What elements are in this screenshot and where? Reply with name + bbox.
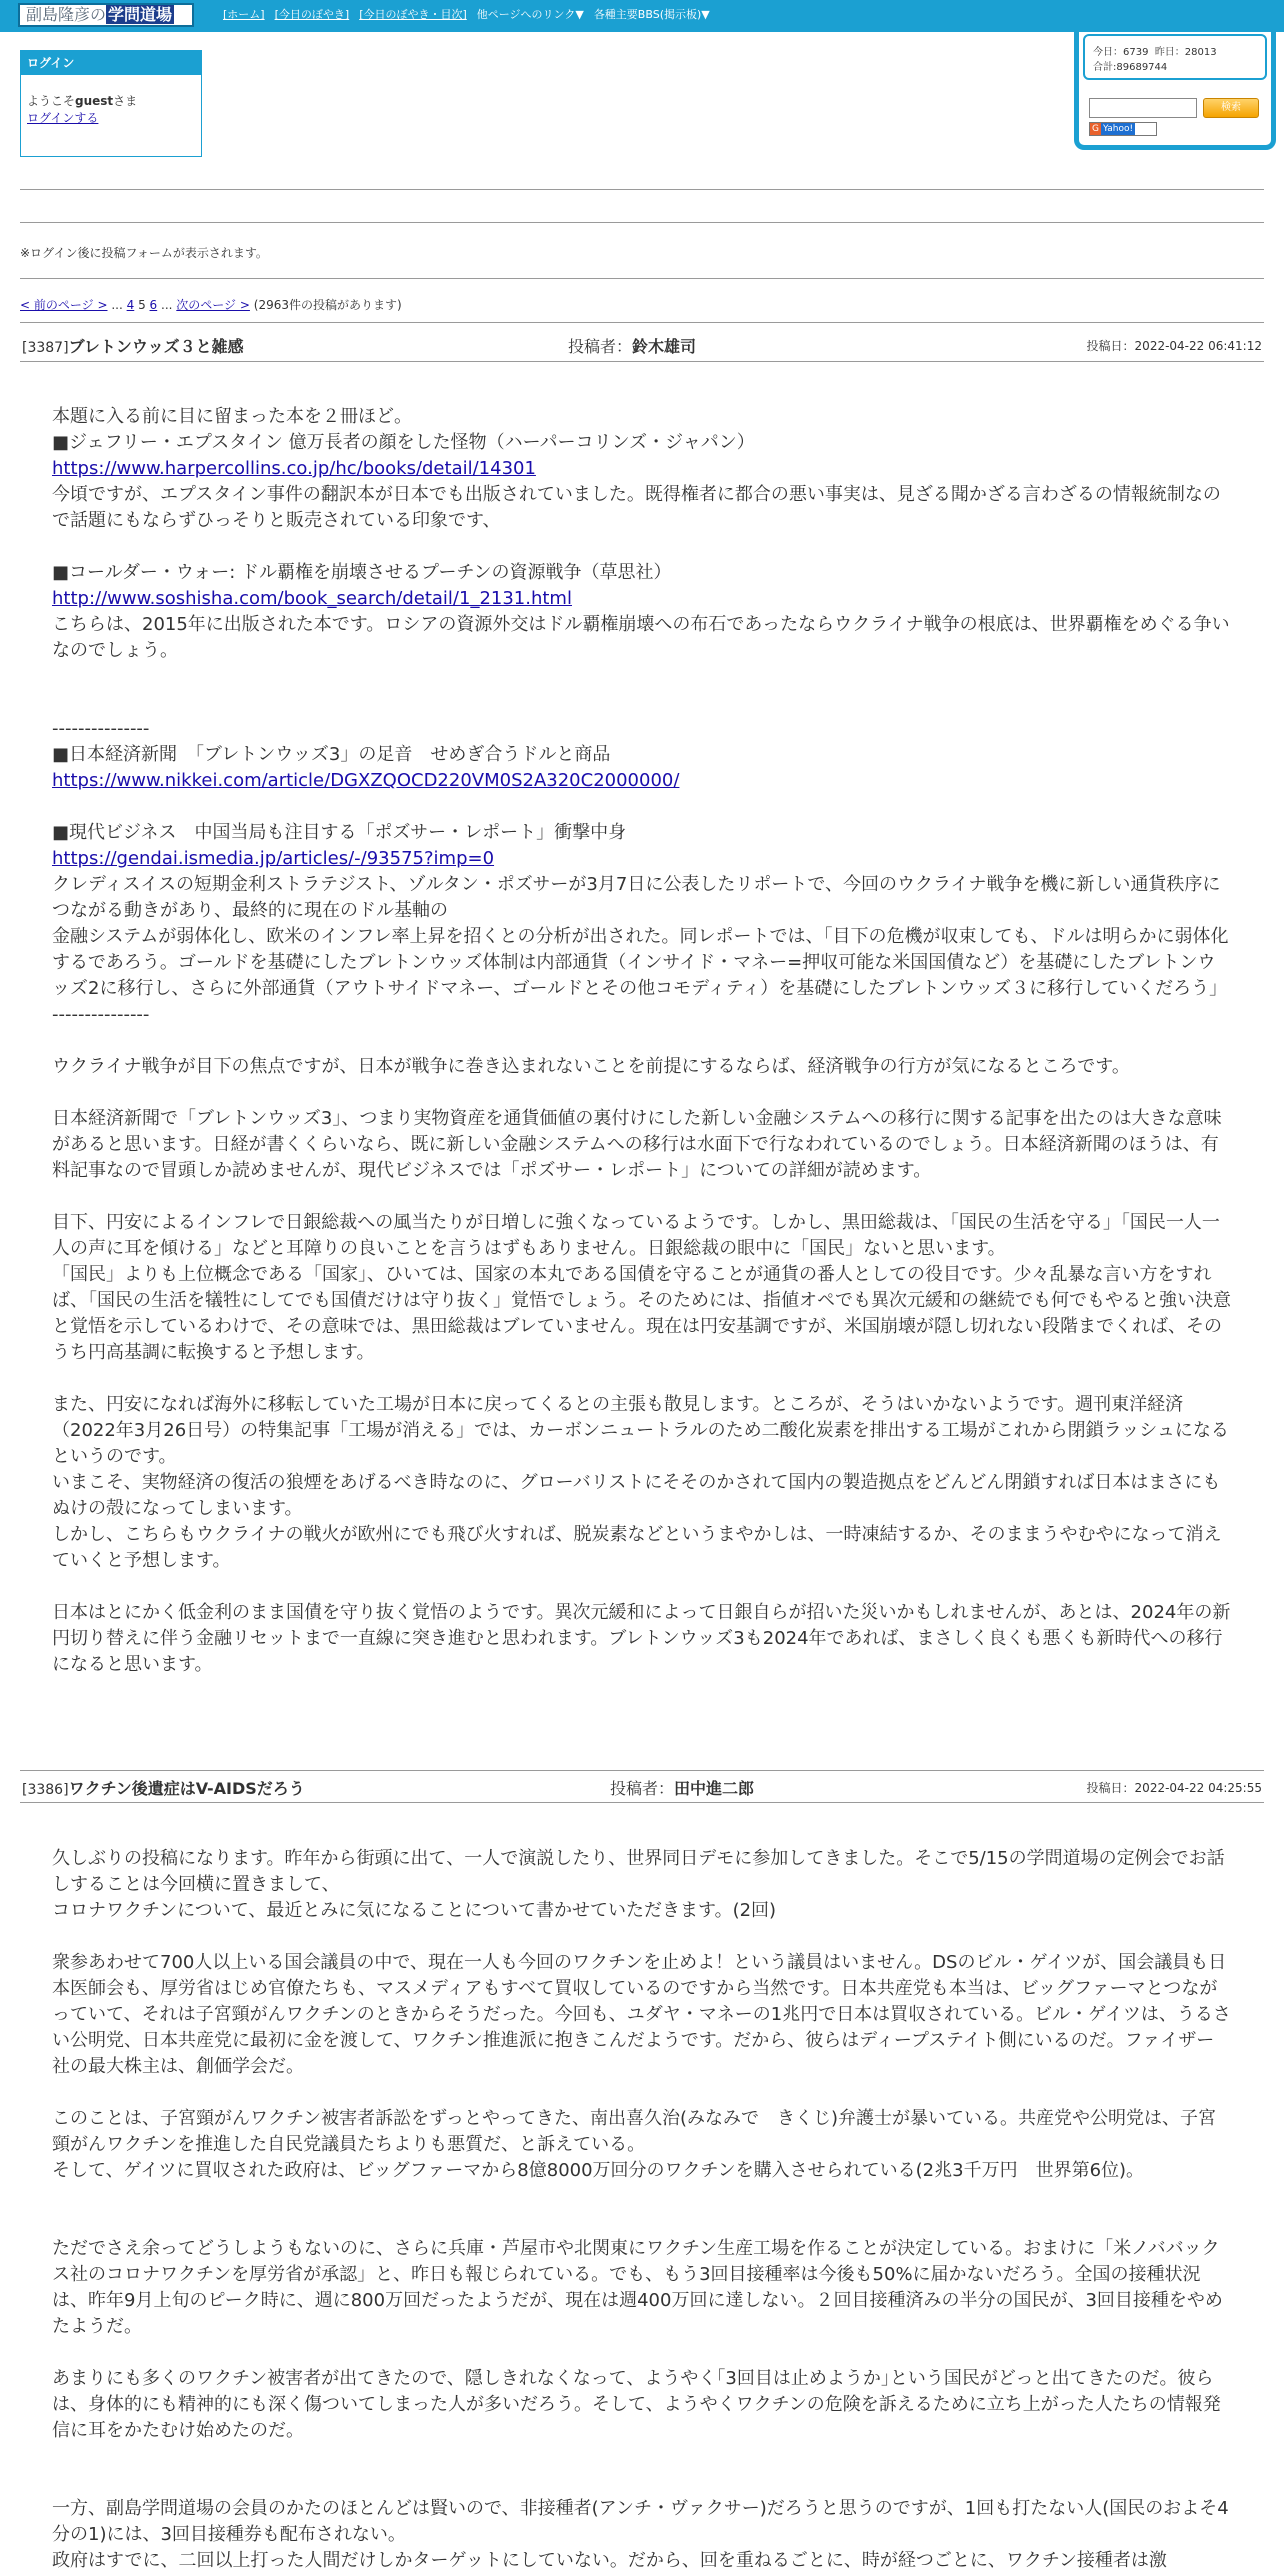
welcome-suffix: さま bbox=[113, 94, 138, 108]
search-button[interactable]: 検索 bbox=[1203, 98, 1259, 118]
top-bar bbox=[0, 0, 1284, 32]
post-title bbox=[22, 334, 244, 357]
divider bbox=[20, 189, 1264, 190]
post-line: このことは、子宮頸がんワクチン被害者訴訟をずっとやってきた、南出喜久治(みなみで きくじ)弁護士が暴いている。共産党や公明党は、子宮頸がんワクチンを推進した自民党議員たちよりも悪質だ、と訴えている。 bbox=[52, 2108, 1217, 2155]
post-line: 日本経済新聞で「ブレトンウッズ3」、つまり実物資産を通貨価値の裏付けにした新しい金融システムへの移行に関する記事を出たのは大きな意味があると思います。日経が書くくらいなら、既に新しい金融システムへの移行は水面下で行なわれているのでしょう。日本経済新聞のほうは、有料記事なので冒頭しか読めませんが、現代ビジネスでは「ポズサー・レポート」についての詳細が読めます。 bbox=[52, 1108, 1222, 1181]
post-line: ただでさえ余ってどうしようもないのに、さらに兵庫・芦屋市や北関東にワクチン生産工場を作ることが決定している。おまけに「米ノババックス社のコロナワクチンを厚労省が承認」と、昨日も報じられている。でも、もう3回目接種率は今後も50%に届かないだろう。全国の接種状況は、昨年9月上旬のピーク時に、週に800万回だったようだが、現在は週400万回に達しない。２回目接種済みの半分の国民が、3回目接種をやめたようだ。 bbox=[52, 2238, 1223, 2337]
post-line: また、円安になれば海外に移転していた工場が日本に戻ってくるとの主張も散見します。ところが、そうはいかないようです。週刊東洋経済（2022年3月26日号）の特集記事「工場が消える」では、カーボンニュートラルのため二酸化炭素を排出する工場がこれから閉鎖ラッシュになるというのです。 bbox=[52, 1394, 1229, 1467]
author-label: 投稿者： bbox=[610, 1779, 675, 1798]
post-line: しかし、こちらもウクライナの戦火が欧州にでも飛び火すれば、脱炭素などというまやかしは、一時凍結するか、そのままうやむやになって消えていくと予想します。 bbox=[52, 1524, 1222, 1571]
page-4-link[interactable]: 4 bbox=[126, 298, 135, 312]
post-number: [3387] bbox=[22, 340, 69, 356]
post-line bbox=[52, 2444, 1232, 2470]
post-title bbox=[22, 1776, 305, 1799]
post-line: ■日本経済新聞 「ブレトンウッズ3」の足音 せめぎ合うドルと商品 bbox=[52, 744, 611, 765]
post-date: 投稿日：2022-04-22 06:41:12 bbox=[1086, 339, 1262, 353]
post-line bbox=[52, 2080, 1232, 2106]
post-line: 本題に入る前に目に留まった本を２冊ほど。 bbox=[52, 406, 412, 427]
post-line bbox=[52, 534, 1232, 560]
divider bbox=[20, 322, 1264, 323]
post-count: (2963件の投稿があります) bbox=[253, 298, 402, 312]
author-name: 田中進二郎 bbox=[674, 1779, 755, 1798]
post-line bbox=[52, 794, 1232, 820]
post-body bbox=[52, 404, 1232, 1678]
post-link[interactable]: https://gendai.ismedia.jp/articles/-/93575?imp=0 bbox=[52, 848, 495, 869]
post-header bbox=[20, 334, 1264, 358]
post-author bbox=[568, 334, 696, 357]
welcome-prefix: ようこそ bbox=[27, 94, 76, 108]
divider bbox=[20, 278, 1264, 279]
author-name: 鈴木雄司 bbox=[632, 337, 697, 356]
welcome-user: guest bbox=[75, 94, 114, 108]
login-note: ※ログイン後に投稿フォームが表示されます。 bbox=[20, 246, 268, 260]
post-line bbox=[52, 1366, 1232, 1392]
post-line bbox=[52, 1574, 1232, 1600]
post-number: [3386] bbox=[22, 1782, 69, 1798]
post-line: 金融システムが弱体化し、欧米のインフレ率上昇を招くとの分析が出された。同レポートでは、「目下の危機が収束しても、ドルは明らかに弱体化するであろう。ゴールドを基礎にしたブレトンウッズ体制は内部通貨（インサイド・マネー=押収可能な米国国債など）を基礎にしたブレトンウッズ2に移行し、さらに外部通貨（アウトサイドマネー、ゴールドとその他コモディティ）を基礎にしたブレトンウッズ３に移行していくだろう」 bbox=[52, 926, 1229, 999]
prev-page-link[interactable]: < 前のページ > bbox=[20, 298, 108, 312]
post-line bbox=[52, 1924, 1232, 1950]
post-line: こちらは、2015年に出版された本です。ロシアの資源外交はドル覇権崩壊への布石であったならウクライナ戦争の根底は、世界覇権をめぐる争いなのでしょう。 bbox=[52, 614, 1230, 661]
divider bbox=[20, 222, 1264, 223]
post-line: ■コールダー・ウォー: ドル覇権を崩壊させるプーチンの資源戦争（草思社） bbox=[52, 562, 672, 583]
post-line bbox=[52, 1080, 1232, 1106]
post-line: ■ジェフリー・エプスタイン 億万長者の顔をした怪物（ハーパーコリンズ・ジャパン） bbox=[52, 432, 755, 453]
post-line: クレディスイスの短期金利ストラテジスト、ゾルタン・ポズサーが3月7日に公表したリポートで、今回のウクライナ戦争を機に新しい通貨秩序につながる動きがあり、最終的に現在のドル基軸の bbox=[52, 874, 1221, 921]
post-line: 今頃ですが、エプスタイン事件の翻訳本が日本でも出版されていました。既得権者に都合の悪い事実は、見ざる聞かざる言わざるの情報統制なので話題にもならずひっそりと販売されている印象です、 bbox=[52, 484, 1221, 531]
post-header bbox=[20, 1776, 1264, 1800]
access-counter bbox=[1083, 34, 1267, 80]
post-line bbox=[52, 2470, 1232, 2496]
site-logo[interactable] bbox=[18, 3, 194, 27]
pager-ellipsis: ... bbox=[111, 298, 123, 312]
post-line bbox=[52, 2340, 1232, 2366]
pager-ellipsis: ... bbox=[161, 298, 173, 312]
nav-home-link[interactable]: [ホーム] bbox=[223, 8, 265, 21]
post-line: 久しぶりの投稿になります。昨年から街頭に出て、一人で演説したり、世界同日デモに参加してきました。そこで5/15の学問道場の定例会でお話しすることは今回横に置きまして、 bbox=[52, 1848, 1225, 1895]
post-line: そして、ゲイツに買収された政府は、ビッグファーマから8億8000万回分のワクチンを購入させられている(2兆3千万円 世界第6位)。 bbox=[52, 2160, 1145, 2181]
post-line: 政府はすでに、二回以上打った人間だけしかターゲットにしていない。だから、回を重ねるごとに、時が経つごとに、ワクチン接種者は激 bbox=[52, 2550, 1167, 2571]
post-line bbox=[52, 690, 1232, 716]
login-link[interactable]: ログインする bbox=[27, 111, 99, 125]
counter-total: 合計:89689744 bbox=[1093, 62, 1168, 73]
counter-search-widget bbox=[1074, 32, 1276, 150]
post-body bbox=[52, 1846, 1232, 2574]
post-link[interactable]: https://www.nikkei.com/article/DGXZQOCD220VM0S2A320C2000000/ bbox=[52, 770, 680, 791]
page-5-current: 5 bbox=[138, 298, 146, 312]
pager bbox=[20, 296, 402, 313]
post-line: 「国民」よりも上位概念である「国家」、ひいては、国家の本丸である国債を守ることが通貨の番人としての役目です。少々乱暴な言い方をすれば、「国民の生活を犠牲にしてでも国債だけは守り抜く」覚悟でしょう。そのためには、指値オペでも異次元緩和の継続でも何でもやると強い決意と覚悟を示しているわけで、その意味では、黒田総裁はブレていません。現在は円安基調ですが、米国崩壊が隠し切れない段階までくれば、そのうち円高基調に転換すると予想します。 bbox=[52, 1264, 1231, 1363]
post-title-text: ブレトンウッズ３と雑感 bbox=[68, 337, 244, 356]
counter-yesterday: 昨日：28013 bbox=[1154, 47, 1217, 58]
post-line: あまりにも多くのワクチン被害者が出てきたので、隠しきれなくなって、ようやく｢3回目は止めようか｣という国民がどっと出てきたのだ。彼らは、身体的にも精神的にも深く傷ついてしまった人が多いだろう。そして、ようやくワクチンの危険を訴えるために立ち上がった人たちの情報発信に耳をかたむけ始めたのだ。 bbox=[52, 2368, 1221, 2441]
engine-google-option[interactable]: G bbox=[1092, 124, 1099, 134]
nav-other-links-dropdown[interactable]: 他ページへのリンク▼ bbox=[476, 8, 584, 21]
divider bbox=[20, 361, 1264, 362]
search-engine-selector[interactable] bbox=[1089, 122, 1157, 136]
next-page-link[interactable]: 次のページ > bbox=[176, 298, 250, 312]
post-line: 日本はとにかく低金利のまま国債を守り抜く覚悟のようです。異次元緩和によって日銀自らが招いた災いかもしれませんが、あとは、2024年の新円切り替えに伴う金融リセットまで一直線に突き進むと思われます。ブレトンウッズ3も2024年であれば、まさしく良くも悪くも新時代への移行になると思います。 bbox=[52, 1602, 1231, 1675]
engine-yahoo-option[interactable]: Yahoo! bbox=[1102, 124, 1134, 134]
post-line: コロナワクチンについて、最近とみに気になることについて書かせていただきます。(2回) bbox=[52, 1900, 777, 1921]
post-line bbox=[52, 664, 1232, 690]
login-text bbox=[21, 75, 201, 127]
logo-prefix: 副島隆彦の bbox=[26, 5, 107, 24]
post-line: いまこそ、実物経済の復活の狼煙をあげるべき時なのに、グローバリストにそそのかされて国内の製造拠点をどんどん閉鎖すれば日本はまさにもぬけの殻になってしまいます。 bbox=[52, 1472, 1221, 1519]
author-label: 投稿者： bbox=[568, 337, 633, 356]
post-line bbox=[52, 2184, 1232, 2210]
post-line: 一方、副島学問道場の会員のかたのほとんどは賢いので、非接種者(アンチ・ヴァクサー)だろうと思うのですが、1回も打たない人(国民のおよそ4分の1)には、3回目接種券も配布されない。 bbox=[52, 2498, 1229, 2545]
post-author bbox=[610, 1776, 754, 1799]
post-line bbox=[52, 1184, 1232, 1210]
post-line: --------------- bbox=[52, 1004, 150, 1025]
nav-bbs-dropdown[interactable]: 各種主要BBS(掲示板)▼ bbox=[593, 8, 710, 21]
post-line: 目下、円安によるインフレで日銀総裁への風当たりが日増しに強くなっているようです。しかし、黒田総裁は、「国民の生活を守る」「国民一人一人の声に耳を傾ける」などと耳障りの良いことを言うはずもありません。日銀総裁の眼中に「国民」ないと思います。 bbox=[52, 1212, 1220, 1259]
search-input[interactable] bbox=[1089, 98, 1197, 118]
divider bbox=[20, 1802, 1264, 1803]
post-line bbox=[52, 2210, 1232, 2236]
logo-highlight: 学問道場 bbox=[108, 5, 173, 24]
page-6-link[interactable]: 6 bbox=[149, 298, 158, 312]
counter-today: 今日：6739 bbox=[1093, 47, 1149, 58]
post-link[interactable]: https://www.harpercollins.co.jp/hc/books/detail/14301 bbox=[52, 458, 536, 479]
post-line: --------------- bbox=[52, 718, 150, 739]
post-date: 投稿日：2022-04-22 04:25:55 bbox=[1086, 1781, 1262, 1795]
login-title: ログイン bbox=[21, 51, 201, 75]
login-box bbox=[20, 50, 202, 157]
post-line: ■現代ビジネス 中国当局も注目する「ポズサー・レポート」衝撃中身 bbox=[52, 822, 627, 843]
top-nav bbox=[223, 6, 720, 22]
post-line bbox=[52, 1028, 1232, 1054]
post-title-text: ワクチン後遺症はV-AIDSだろう bbox=[68, 1779, 305, 1798]
post-line: ウクライナ戦争が目下の焦点ですが、日本が戦争に巻き込まれないことを前提にするならば、経済戦争の行方が気になるところです。 bbox=[52, 1056, 1130, 1077]
nav-boyaki-index-link[interactable]: [今日のぼやき・目次] bbox=[359, 8, 467, 21]
divider bbox=[20, 1770, 1264, 1771]
nav-boyaki-link[interactable]: [今日のぼやき] bbox=[274, 8, 350, 21]
post-link[interactable]: http://www.soshisha.com/book_search/detail/1_2131.html bbox=[52, 588, 572, 609]
post-line: 衆参あわせて700人以上いる国会議員の中で、現在一人も今回のワクチンを止めよ！という議員はいません。DSのビル・ゲイツが、国会議員も日本医師会も、厚労省はじめ官僚たちも、マスメディアもすべて買収しているのですから当然です。日本共産党も本当は、ビッグファーマとつながっていて、それは子宮頸がんワクチンのときからそうだった。今回も、ユダヤ・マネーの1兆円で日本は買収されている。ビル・ゲイツは、うるさい公明党、日本共産党に最初に金を渡して、ワクチン推進派に抱きこんだようです。だから、彼らはディープステイト側にいるのだ。ファイザー社の最大株主は、創価学会だ。 bbox=[52, 1952, 1231, 2077]
